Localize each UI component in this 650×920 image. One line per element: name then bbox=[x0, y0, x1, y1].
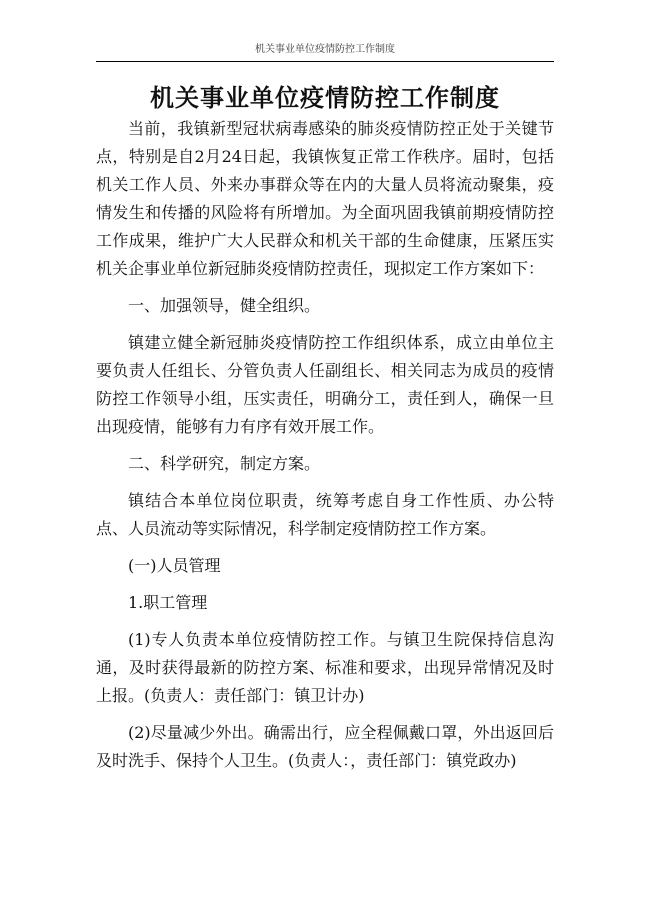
paragraph-intro: 当前，我镇新型冠状病毒感染的肺炎疫情防控正处于关键节点，特别是自2月24日起，我镇恢复正常工作秩序。届时，包括机关工作人员、外来办事群众等在内的大量人员将流动聚集，疫情发生和传播的风险将有所增加。为全面巩固我镇前期疫情防控工作成果，维护广大人民群众和机关干部的生命健康，压紧压实机关企事业单位新冠肺炎疫情防控责任，现拟定工作方案如下： bbox=[96, 119, 554, 278]
subsection-heading-staff: 1.职工管理 bbox=[128, 593, 208, 612]
subsection-heading-personnel: (一)人员管理 bbox=[128, 556, 221, 575]
paragraph-leadership: 镇建立健全新冠肺炎疫情防控工作组织体系，成立由单位主要负责人任组长、分管负责人任副组长、相关同志为成员的疫情防控工作领导小组，压实责任，明确分工，责任到人，确保一旦出现疫情，能够有力有序有效开展工作。 bbox=[96, 333, 554, 436]
document-body bbox=[96, 115, 554, 784]
running-header: 机关事业单位疫情防控工作制度 bbox=[255, 44, 395, 55]
list-item-2: (2)尽量减少外出。确需出行，应全程佩戴口罩，外出返回后及时洗手、保持个人卫生。(负责人：，责任部门：镇党政办) bbox=[96, 723, 554, 770]
section-heading-plan: 二、科学研究，制定方案。 bbox=[128, 454, 321, 473]
section-heading-leadership: 一、加强领导，健全组织。 bbox=[128, 296, 321, 315]
document-title: 机关事业单位疫情防控工作制度 bbox=[150, 83, 500, 112]
header-rule bbox=[96, 61, 554, 62]
list-item-1: (1)专人负责本单位疫情防控工作。与镇卫生院保持信息沟通，及时获得最新的防控方案、标准和要求，出现异常情况及时上报。(负责人：责任部门：镇卫计办) bbox=[96, 630, 554, 705]
paragraph-plan: 镇结合本单位岗位职责，统筹考虑自身工作性质、办公特点、人员流动等实际情况，科学制定疫情防控工作方案。 bbox=[96, 491, 554, 538]
